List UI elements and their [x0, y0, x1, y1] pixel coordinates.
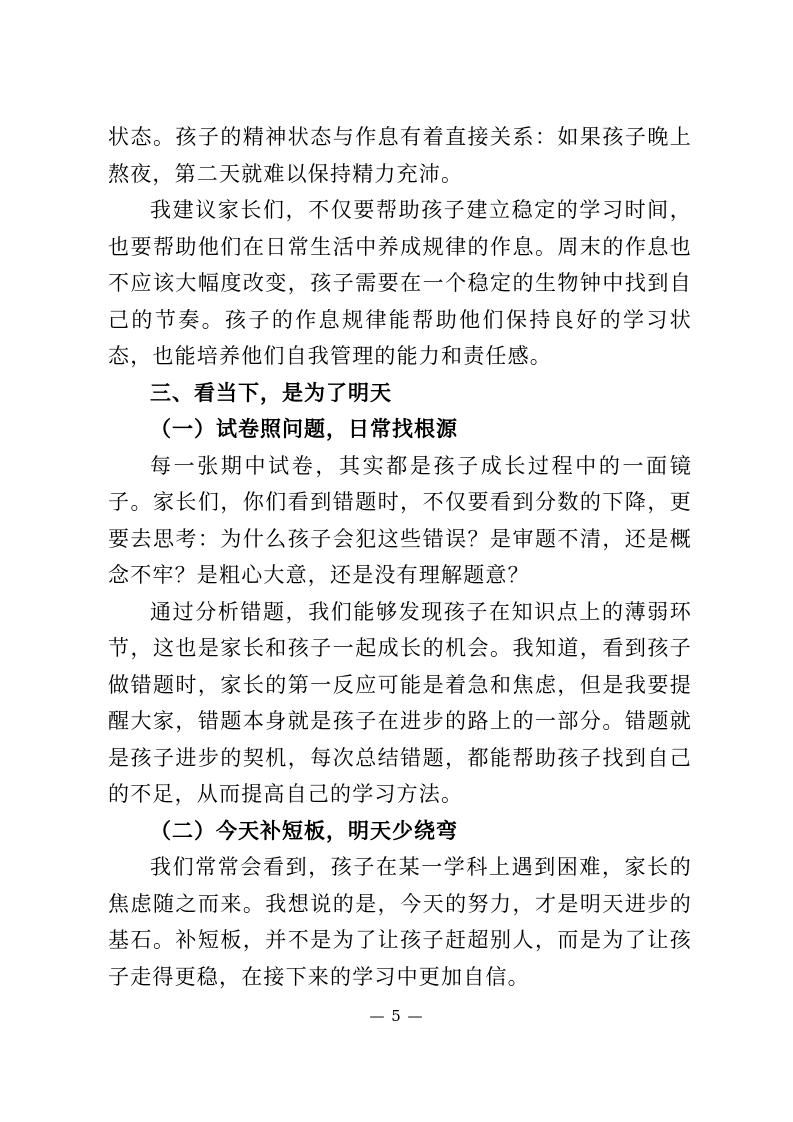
document-body — [108, 119, 692, 995]
subsection-heading: （一）试卷照问题，日常找根源 — [150, 416, 458, 441]
paragraph: 通过分析错题，我们能够发现孩子在知识点上的薄弱环节，这也是家长和孩子一起成长的机会。我知道，看到孩子做错题时，家长的第一反应可能是着急和焦虑，但是我要提醒大家，错题本身就是孩子在进步的路上的一部分。错题就是孩子进步的契机，每次总结错题，都能帮助孩子找到自己的不足，从而提高自己的学习方法。 — [108, 599, 692, 806]
section-heading: 三、看当下，是为了明天 — [150, 380, 392, 405]
paragraph: 状态。孩子的精神状态与作息有着直接关系：如果孩子晚上熬夜，第二天就难以保持精力充沛。 — [108, 125, 692, 186]
paragraph: 我建议家长们，不仅要帮助孩子建立稳定的学习时间，也要帮助他们在日常生活中养成规律的作息。周末的作息也不应该大幅度改变，孩子需要在一个稳定的生物钟中找到自己的节奏。孩子的作息规律能帮助他们保持良好的学习状态，也能培养他们自我管理的能力和责任感。 — [108, 198, 692, 368]
paragraph: 我们常常会看到，孩子在某一学科上遇到困难，家长的焦虑随之而来。我想说的是，今天的努力，才是明天进步的基石。补短板，并不是为了让孩子赶超别人，而是为了让孩子走得更稳，在接下来的学习中更加自信。 — [108, 855, 692, 989]
paragraph: 每一张期中试卷，其实都是孩子成长过程中的一面镜子。家长们，你们看到错题时，不仅要看到分数的下降，更要去思考：为什么孩子会犯这些错误？是审题不清，还是概念不牢？是粗心大意，还是没有理解题意？ — [108, 453, 692, 587]
page-number: — 5 — — [369, 1007, 424, 1025]
subsection-heading: （二）今天补短板，明天少绕弯 — [150, 817, 458, 843]
